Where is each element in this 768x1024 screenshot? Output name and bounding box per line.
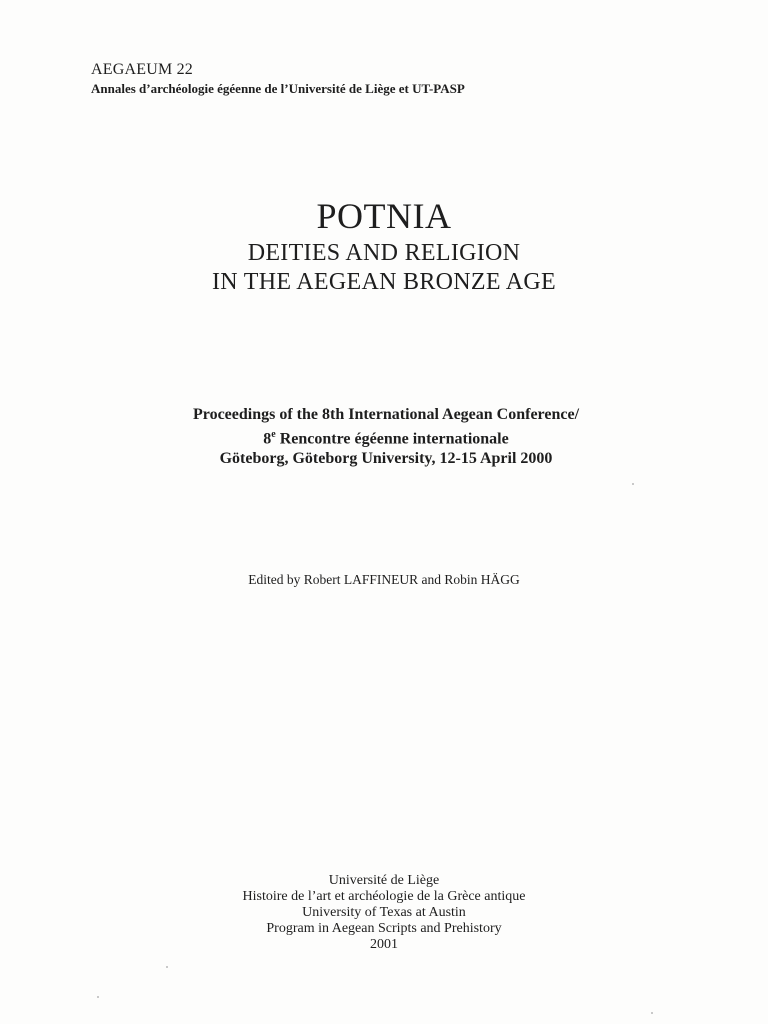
proceedings-block [0,405,768,469]
publisher-line-3: University of Texas at Austin [302,905,466,920]
proceedings-line-2 [0,425,768,449]
proceedings-superscript: e [271,429,276,440]
publisher-line-1: Université de Liège [328,873,440,888]
scan-speck [632,483,634,485]
book-subtitle-line-1: DEITIES AND RELIGION [247,240,521,266]
proceedings-line-1: Proceedings of the 8th International Aegean Conference/ [192,406,580,423]
scan-speck [651,1012,653,1014]
publisher-line-2: Histoire de l’art et archéologie de la Grèce antique [242,889,526,904]
scan-speck [97,996,99,998]
series-title: AEGAEUM 22 [91,61,193,78]
proceedings-line-2-text: Rencontre égéenne internationale [275,430,509,448]
scan-speck [166,966,168,968]
publisher-line-4: Program in Aegean Scripts and Prehistory [266,921,502,936]
book-subtitle-line-2: IN THE AEGEAN BRONZE AGE [211,269,557,295]
proceedings-number: 8 [263,430,272,448]
editors-line: Edited by Robert LAFFINEUR and Robin HÄGG [248,572,520,587]
publication-year: 2001 [370,937,398,952]
series-subtitle: Annales d’archéologie égéenne de l’Université de Liège et UT-PASP [91,81,465,96]
book-title: POTNIA [316,196,452,236]
publisher-block [0,873,768,953]
proceedings-line-3: Göteborg, Göteborg University, 12-15 April 2000 [219,450,553,468]
